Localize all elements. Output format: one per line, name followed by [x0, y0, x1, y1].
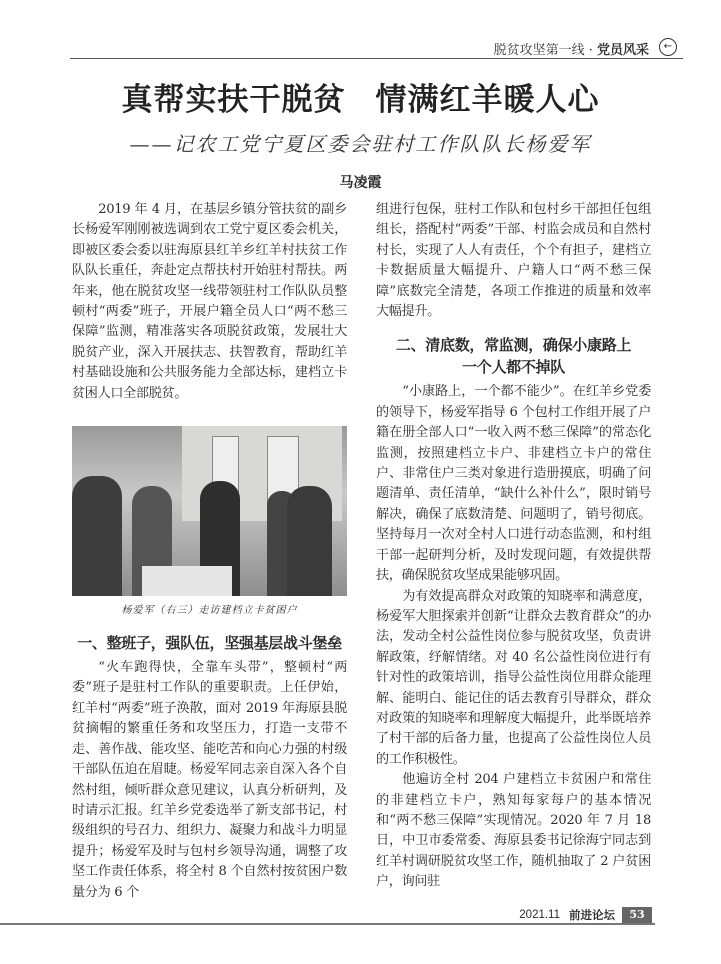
section-1-paragraph: “火车跑得快，全靠车头带”，整顿村“两委”班子是驻村工作队的重要职责。上任伊始，红羊村“两委”班子涣散，面对 2019 年海原县脱贫摘帽的繁重任务和攻坚压力，打造一支带不走、善作战、能攻坚、能吃苦和向心力强的村级干部队伍迫在眉睫。杨爱军同志亲自深入各个自然村组，倾听群众意见建议，认真分析研判，及时请示汇报。红羊乡党委选举了新支部书记，村级组织的号召力、组织力、凝聚力和战斗力明显提升；杨爱军及时与包村乡领导沟通，调整了攻坚工作责任体系，将全村 8 个自然村按贫困户数量分为 6 个 — [72, 660, 347, 900]
title-part-2: 情满红羊暖人心 — [375, 82, 600, 118]
page-number: 53 — [622, 907, 652, 923]
right-column — [376, 200, 651, 893]
section-2-heading-line-2: 一个人都不掉队 — [462, 358, 565, 377]
photo-caption: 杨爱军（右三）走访建档立卡贫困户 — [121, 605, 298, 617]
circle-arrow-icon: ← — [659, 38, 677, 56]
section-name: 脱贫攻坚第一线 · — [493, 43, 597, 58]
issue-date: 2021.11 — [519, 909, 560, 921]
author: 马凌霞 — [339, 175, 382, 191]
section-2-heading — [376, 334, 651, 378]
page-footer — [0, 907, 655, 925]
article-subtitle: ——记农工党宁夏区委会驻村工作队队长杨爱军 — [129, 132, 592, 156]
column-name: 党员风采 — [596, 43, 649, 58]
title-part-1: 真帮实扶干脱贫 — [121, 82, 346, 118]
section-2-paragraph-1: “小康路上，一个都不能少”。在红羊乡党委的领导下，杨爱军指导 6 个包村工作组开展了户籍在册全部人口“一收入两不愁三保障”的常态化监测，按照建档立卡户、非建档立卡户的常住户、非常住户三类对象进行造册摸底，明确了问题清单、责任清单，“缺什么补什么”，限时销号解决，确保了底数清楚、问题明了，销号彻底。坚持每月一次对全村人口进行动态监测，和村组干部一起研判分析，及时发现问题，有效提供帮扶，确保脱贫攻坚成果能够巩固。 — [376, 384, 651, 584]
section-1-heading: 一、整班子，强队伍，坚强基层战斗堡垒 — [77, 634, 342, 653]
section-2-heading-line-1: 二、清底数，常监测，确保小康路上 — [395, 336, 632, 355]
section-2-paragraph-2: 为有效提高群众对政策的知晓率和满意度，杨爱军大胆探索并创新“让群众去教育群众”的办法，发动全村公益性岗位参与脱贫攻坚，负责讲解政策，纾解情绪。对 40 名公益性岗位进行有针对性的政策培训，指导公益性岗位用群众能理解、能明白、能记住的话去教育引导群众，群众对政策的知晓率和理解度大幅提升，此举既培养了村干部的后备力量，也提高了公益性岗位人员的工作积极性。 — [376, 588, 651, 767]
magazine-name: 前进论坛 — [569, 908, 615, 922]
running-header — [70, 36, 683, 59]
article-title — [0, 80, 721, 120]
section-2-paragraph-3: 他遍访全村 204 户建档立卡贫困户和常住的非建档立卡户，熟知每家每户的基本情况和“两不愁三保障”实现情况。2020 年 7 月 18 日，中卫市委常委、海原县委书记徐海宁同志到红羊村调研脱贫攻坚工作，随机抽取了 2 户贫困户，询问驻 — [376, 772, 651, 890]
section-1-paragraph-continued: 组进行包保，驻村工作队和包村乡干部担任包组组长，搭配村“两委”干部、村监会成员和自然村村长，实现了人人有责任，个个有担子，建档立卡数据质量大幅提升、户籍人口“两不愁三保障”底数完全清楚，各项工作推进的质量和效率大幅提升。 — [376, 202, 651, 320]
article-photo — [72, 426, 347, 596]
left-column — [72, 200, 347, 903]
intro-paragraph: 2019 年 4 月，在基层乡镇分管扶贫的副乡长杨爱军刚刚被选调到农工党宁夏区委会机关，即被区委会委以驻海原县红羊乡红羊村扶贫工作队队长重任，奔赴定点帮扶村开始驻村帮扶。两年来，他在脱贫攻坚一线带领驻村工作队队员整顿村“两委”班子，开展户籍全员人口“两不愁三保障”监测，精准落实各项脱贫政策，发展壮大脱贫产业，深入开展扶志、扶智教育，帮助红羊村基础设施和公共服务能力全部达标，建档立卡贫困人口全部脱贫。 — [72, 202, 347, 401]
section-label — [494, 39, 649, 58]
